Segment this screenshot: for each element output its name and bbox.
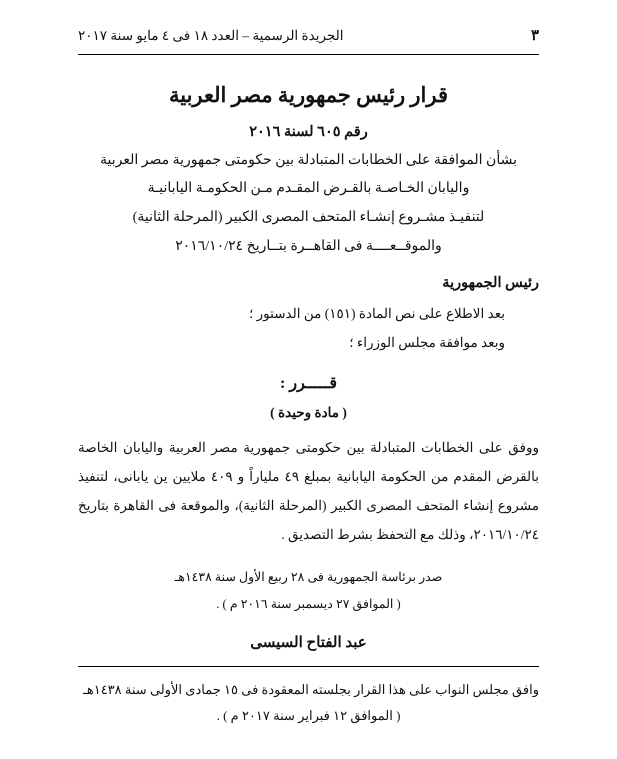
decree-subject-line-1: بشأن الموافقة على الخطابات المتبادلة بين حكومتى جمهورية مصر العربية [99, 152, 517, 168]
decree-subject [78, 147, 539, 262]
recital-1: بعد الاطلاع على نص المادة (١٥١) من الدستور ؛ [249, 306, 505, 322]
signature-name: عبد الفتاح السيسى [250, 635, 367, 651]
page-number: ٣ [530, 28, 539, 44]
issuance-block [78, 565, 539, 617]
authority-label: رئيس الجمهورية [442, 275, 539, 292]
gazette-header-title: الجريدة الرسمية – العدد ١٨ فى ٤ مايو سنة ٢٠١٧ [78, 28, 344, 43]
recital-2: وبعد موافقة مجلس الوزراء ؛ [349, 334, 505, 350]
decree-subject-line-3: لتنفيـذ مشـروع إنشـاء المتحف المصرى الكبير (المرحلة الثانية) [132, 209, 485, 225]
article-text: ووفق على الخطابات المتبادلة بين حكومتى جمهورية مصر العربية واليابان الخاصة بالقرض المقدم من الحكومة اليابانية بمبلغ ٤٩ ملياراً و ٤٠٩ ملايين ين يابانى، لتنفيذ مشروع إنشاء المتحف المصرى الكبير (المرحلة الثانية)، والموقعة فى القاهرة بتاريخ ٢٠١٦/١٠/٢٤، وذلك مع التحفظ بشرط التصديق . [78, 439, 539, 542]
decree-subject-line-2: واليابان الخـاصـة بالقـرض المقـدم مـن الحكومـة اليابانيـة [147, 181, 470, 197]
decision-word: قـــــرر : [280, 374, 337, 392]
parliament-footnote [78, 677, 539, 729]
issuance-gregorian-date: ( الموافق ٢٧ ديسمبر سنة ٢٠١٦ م ) . [216, 597, 401, 611]
footnote-line-2: ( الموافق ١٢ فبراير سنة ٢٠١٧ م ) . [216, 708, 401, 723]
header-divider [78, 54, 539, 55]
footnote-line-1: وافق مجلس النواب على هذا القرار بجلسته المعقودة فى ١٥ جمادى الأولى سنة ١٤٣٨هـ [83, 682, 539, 697]
article-heading: ( مادة وحيدة ) [270, 404, 347, 420]
footnote-divider [78, 666, 539, 667]
decree-subject-line-4: والموقــعــــة فى القاهــرة بتــاريخ ٢٠١٦/١٠/٢٤ [175, 238, 442, 254]
document-body [78, 66, 539, 729]
issuance-hijri-date: صدر برئاسة الجمهورية فى ٢٨ ربيع الأول سنة ١٤٣٨هـ [174, 570, 443, 584]
decree-number: رقم ٦٠٥ لسنة ٢٠١٦ [249, 123, 368, 140]
document-title: قرار رئيس جمهورية مصر العربية [168, 83, 449, 107]
page-header [0, 26, 617, 45]
